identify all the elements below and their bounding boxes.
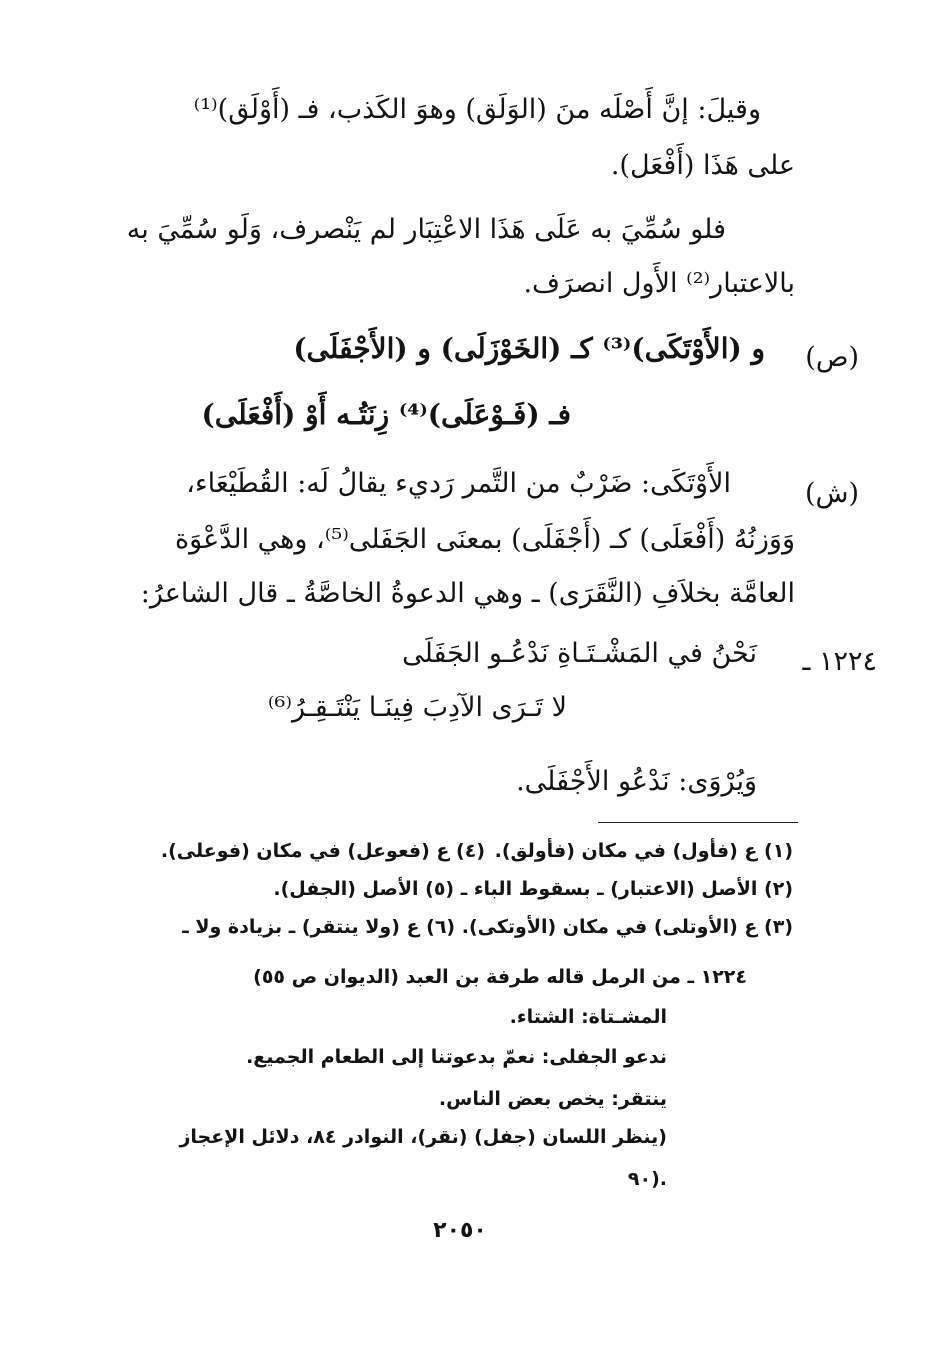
- poem-number: ١٢٢٤ ـ: [802, 646, 877, 677]
- matn-line-1: و (الأَوْتَكَى)⁽³⁾ كـ (الخَوْزَلَى) و (الأَجْفَلَى): [293, 332, 765, 365]
- poem-verse-1: نَحْنُ في المَشْـتَـاةِ نَدْعُـو الجَفَلَى: [402, 638, 757, 669]
- paragraph-2-line-1: فلو سُمِّيَ به عَلَى هَذَا الاعْتِبَار لم يَنْصرف، وَلَو سُمِّيَ به: [126, 214, 726, 245]
- sharh-line-3: العامَّة بخلاَفِ (النَّقَرَى) ـ وهي الدعوةُ الخاصَّةُ ـ قال الشاعرُ:: [140, 578, 795, 609]
- gloss-mushtat: المشـتاة: الشتاء.: [509, 1006, 667, 1028]
- paragraph-1-line-2: على هَذَا (أَفْعَل).: [610, 150, 795, 181]
- footnote-4: (٤) ع (فعوعل) في مكان (فوعلى).: [160, 840, 485, 862]
- footnote-1: (١) ع (فأول) في مكان (فأولق).: [494, 840, 793, 862]
- verse-source-note: ١٢٢٤ ـ من الرمل قاله طرفة بن العبد (الديوان ص ٥٥): [253, 966, 747, 988]
- references-line-1: (ينظر اللسان (جفل) (نقر)، النوادر ٨٤، دلائل الإعجاز: [179, 1126, 667, 1148]
- gloss-nadu-aljafala: ندعو الجفلى: نعمّ بدعوتنا إلى الطعام الجميع.: [246, 1046, 667, 1068]
- poem-variant: وَيُرْوَى: نَدْعُو الأَجْفَلَى.: [516, 766, 757, 797]
- paragraph-1-line-1: وقيلَ: إنَّ أَصْلَه منَ (الوَلَق) وهوَ الكَذب، فـ (أَوْلَق)⁽¹⁾: [193, 94, 761, 125]
- gloss-yantaqir: ينتقر: يخص بعض الناس.: [438, 1088, 667, 1110]
- matn-label: (ص): [805, 342, 859, 373]
- paragraph-2-line-2: بالاعتبار⁽²⁾ الأَول انصرَف.: [523, 268, 795, 299]
- poem-verse-2: لا تَـرَى الآدِبَ فِينَـا يَنْتَـقِـرُ⁽⁶⁾: [267, 692, 567, 723]
- footnote-2-5: (٢) الأصل (الاعتبار) ـ بسقوط الباء ـ (٥) الأصل (الجفل).: [273, 878, 793, 900]
- matn-line-2: فـ (فَـوْعَلَى)⁽⁴⁾ زِنَتُـه أَوْ (أَفْعَلَى): [201, 398, 571, 431]
- sharh-line-1: الأَوْتَكَى: ضَرْبٌ من التَّمر رَديء يقالُ لَه: القُطَيْعَاء،: [186, 468, 731, 499]
- footnote-3-6: (٣) ع (الأوتلى) في مكان (الأوتكى). (٦) ع (ولا ينتقر) ـ بزيادة ولا ـ: [182, 916, 793, 938]
- references-line-2: ٩٠).: [627, 1168, 667, 1190]
- sharh-line-2: وَوَزنُهُ (أَفْعَلَى) كـ (أَجْفَلَى) بمعنَى الجَفَلى⁽⁵⁾، وهي الدَّعْوَة: [174, 524, 795, 555]
- footnote-separator: [598, 822, 798, 823]
- sharh-label: (ش): [804, 478, 859, 509]
- page-number: ٢٠٥٠: [433, 1218, 487, 1243]
